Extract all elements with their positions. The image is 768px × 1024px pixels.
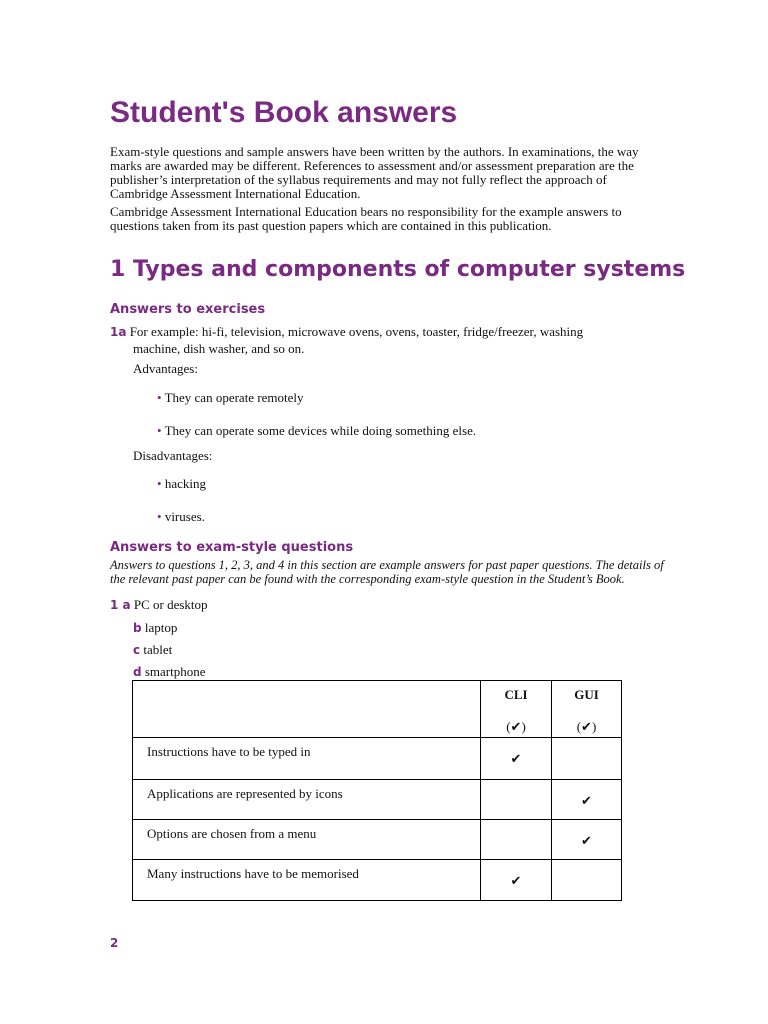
q1a-number: 1a [110,325,127,339]
chapter-heading: 1 Types and components of computer systems [110,257,686,282]
table-header-blank [133,681,481,738]
exam-answer-item [133,620,177,636]
row-cli-cell [481,780,552,820]
table-row [133,738,622,780]
row-description: Options are chosen from a menu [133,820,481,860]
answer-text: smartphone [144,664,206,679]
intro-paragraph-2: Cambridge Assessment International Education bears no responsibility for the example answers to questions taken from its past question papers which are contained in this publication. [110,204,622,233]
advantage-item [157,390,304,406]
answer-number: b [133,621,142,635]
disadvantage-item [157,476,206,492]
table-row [133,780,622,820]
row-description: Instructions have to be typed in [133,738,481,780]
table-header-cli [481,681,552,738]
row-cli-cell [481,820,552,860]
cli-gui-table [132,680,622,901]
exam-answer-item [110,597,208,613]
header-cli-label: CLI [504,687,528,702]
answer-number: c [133,643,141,657]
answer-text: laptop [144,620,178,635]
answer-text: PC or desktop [133,597,208,612]
disadvantage-text: viruses. [164,509,205,524]
intro-paragraph-1: Exam-style questions and sample answers have been written by the authors. In examinations, the way marks are awarded may be different. References to assessment and/or assessment preparation are the publisher’s interpretation of the syllabus requirements and may not fully reflect the approach of Cambridge Assessment International Education. [110,144,639,201]
exam-answer-item [133,664,206,680]
answer-text: tablet [143,642,173,657]
row-description: Many instructions have to be memorised [133,860,481,901]
row-gui-cell [552,780,622,820]
exam-note: Answers to questions 1, 2, 3, and 4 in this section are example answers for past paper questions. The details of the relevant past paper can be found with the corresponding exam-style question in the Student’s Book. [110,558,664,586]
q1a-line-1 [110,324,583,340]
answer-number: d [133,665,142,679]
advantage-item [157,423,476,439]
bullet-marker: • [157,423,162,438]
check-mark-icon: ✔ [510,873,522,888]
check-mark-icon: ✔ [581,833,592,848]
table-row [133,820,622,860]
disadvantages-label: Disadvantages: [133,448,213,463]
answer-number: 1 a [110,598,131,612]
advantage-text: They can operate some devices while doing something else. [164,423,477,438]
bullet-marker: • [157,509,162,524]
row-description: Applications are represented by icons [133,780,481,820]
page-number: 2 [110,936,119,950]
row-cli-cell [481,860,552,901]
disadvantage-item [157,509,205,525]
row-gui-cell [552,738,622,780]
header-gui-label: GUI [574,687,599,702]
exam-heading: Answers to exam-style questions [110,540,354,555]
check-mark-icon: ✔ [581,793,592,808]
header-gui-tick: (✔) [576,719,597,734]
table-header-gui [552,681,622,738]
table-row [133,860,622,901]
bullet-marker: • [157,390,162,405]
page-title: Student's Book answers [110,96,458,129]
table-header-row [133,681,622,738]
check-mark-icon: ✔ [510,751,522,766]
q1a-text-1: For example: hi-fi, television, microwave ovens, ovens, toaster, fridge/freezer, washing [129,324,584,339]
q1a-line-2: machine, dish washer, and so on. [133,341,305,356]
row-gui-cell [552,860,622,901]
exam-answer-item [133,642,172,658]
bullet-marker: • [157,476,162,491]
header-cli-tick: (✔) [506,719,526,734]
exercises-heading: Answers to exercises [110,302,266,317]
row-cli-cell [481,738,552,780]
advantage-text: They can operate remotely [164,390,304,405]
disadvantage-text: hacking [164,476,206,491]
row-gui-cell [552,820,622,860]
advantages-label: Advantages: [133,361,198,376]
